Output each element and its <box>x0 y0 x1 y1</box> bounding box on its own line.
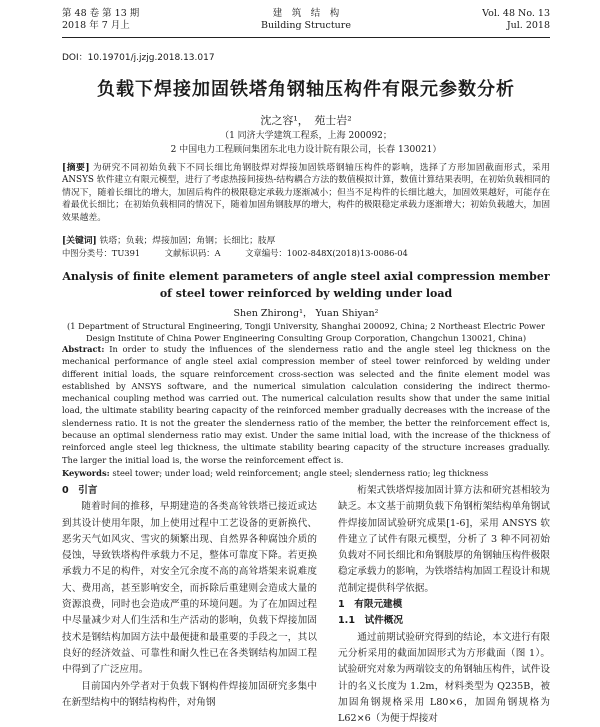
keywords-cn-label: [关键词] <box>62 236 97 246</box>
authors-en: Shen Zhirong¹， Yuan Shiyan² <box>233 308 379 319</box>
section-0-heading: 0 引言 <box>62 485 98 496</box>
body-paragraph: 通过前期试验研究得到的结论，本文进行有限元分析采用的截面加固形式为方形截面（图 1）。试验研究对象为两端铰支的角钢轴压构件，试件设计的名义长度为 1.2m，材料类型为 Q235B，被加固角钢规格采用 L80×6，加固角钢规格为 L62×6（为便于焊接对 <box>338 631 550 725</box>
header-right <box>482 8 550 32</box>
keywords-cn-text: 铁塔；负载；焊接加固；角钢；长细比；肢厚 <box>99 236 276 246</box>
abstract-cn-label: [摘要] <box>62 163 90 173</box>
document-code: 文献标识码：A <box>164 248 221 258</box>
article-number: 文章编号：1002-848X(2018)13-0086-04 <box>245 248 408 258</box>
vol-en: Vol. 48 No. 13 <box>482 8 550 19</box>
affiliation-en: (1 Department of Structural Engineering, Tongji University, Shanghai 200092, China; 2 Northeast Electric Power Design Institute of China Power Engineering Consulting Group Corporation, Changchun 130021, China) <box>67 321 545 343</box>
header-rule <box>62 37 550 38</box>
section-1-heading: 1 有限元建模 <box>338 599 403 611</box>
body-paragraph: 随着时间的推移，早期建造的各类高耸铁塔已接近或达到其设计使用年限，加上使用过程中工艺设备的更新换代、恶劣天气如风灾、雪灾的频繁出现、自然界各种腐蚀介质的侵蚀，导致铁塔构件承载力不足，整体可靠度下降。若更换承载力不足的构件，对安全冗余度不高的高耸塔架来说难度大、费用高，甚至影响安全，而拆除后重建则会造成大量的资源浪费，同时也会造成严重的环境问题。为了在加固过程中尽量减少对人们生活和生产活动的影响，负载下焊接加固技术是钢结构加固方法中最便捷和最重要的手段之一，其以良好的经济效益、可靠性和耐久性已在各类钢结构加固工程中得到了广泛应用。 <box>62 501 317 676</box>
keywords-en-label: Keywords: <box>62 468 110 478</box>
body-column-right <box>338 483 550 727</box>
keywords-cn <box>62 233 550 246</box>
abstract-en <box>62 343 550 466</box>
body-paragraph: 目前国内外学者对于负载下钢构件焊接加固研究多集中在新型结构中的钢结构构件，对角钢 <box>62 680 317 708</box>
doi: DOI：10.19701/j.jzjg.2018.13.017 <box>62 53 215 63</box>
header-center <box>62 8 550 32</box>
keywords-en <box>62 468 550 478</box>
date-en: Jul. 2018 <box>506 20 550 31</box>
authors-cn: 沈之容¹， 苑士岩² <box>260 114 352 127</box>
title-cn: 负载下焊接加固铁塔角钢轴压构件有限元参数分析 <box>97 79 515 100</box>
abstract-cn <box>62 162 550 224</box>
body-column-left <box>62 483 317 711</box>
clc-number: 中图分类号：TU391 <box>62 248 141 258</box>
body-paragraph: 桁架式铁塔焊接加固计算方法和研究甚相较为缺乏。本文基于前期负载下角钢桁架结构单角钢试件焊接加固试验研究成果[1-6]，采用 ANSYS 软件建立了试件有限元模型，分析了 3 种不同初始负载对不同长细比和角钢肢厚的角钢轴压构件极限稳定承载力的影响，为铁塔结构加固工程设计和规范制定提供科学依据。 <box>338 485 550 594</box>
title-en: Analysis of finite element parameters of angle steel axial compression member of steel tower reinforced by welding under load <box>62 270 550 300</box>
date-cn: 2018 年 7 月上 <box>62 20 130 31</box>
journal-en: Building Structure <box>261 20 351 31</box>
abstract-cn-text: 为研究不同初始负载下不同长细比角钢肢焊对焊接加固铁塔钢轴压构件的影响，选择了方形加固截面形式，采用 ANSYS 软件建立有限元模型，进行了考虑热接间接热-结构耦合方法的数值模拟计算，数值计算结果表明，在初始负载相同的情况下，随着长细比的增大，加固后构件的极限稳定承载力逐渐减小；但当不足构件的长细比越大，加固效果越好，可能存在着最优长细比；在初始负载相同的情况下，随着加固角钢肢厚的增大，构件的极限稳定承载力逐渐增大；初始负载越大，加固效果越差。 <box>62 163 550 223</box>
abstract-en-label: Abstract: <box>62 344 105 354</box>
abstract-en-text: In order to study the influences of the slenderness ratio and the angle steel leg thickness on the mechanical performance of angle steel axial compression member of steel tower reinforced by welding under different initial loads, the square reinforcement cross-section was selected and the finite element model was established by ANSYS software, and the numerical simulation calculation considering the indirect thermo-mechanical coupling method was carried out. The numerical calculation results show that under the same initial load, the ultimate stability bearing capacity of the reinforced member gradually decreases with the increase of the slenderness ratio. It is not the greater the slenderness ratio of the member, the better the reinforcement effect is, because an optimal slenderness ratio may exist. Under the same initial load, with the increase of the thickness of reinforced angle steel leg thickness, the ultimate stability bearing capacity of the structure increases gradually. The larger the initial load is, the worse the reinforcement effect is. <box>62 344 550 465</box>
keywords-en-text: steel tower; under load; weld reinforcement; angle steel; slenderness ratio; leg thickness <box>112 468 489 478</box>
affiliation-cn-1: （1 同济大学建筑工程系，上海 200092； <box>220 131 392 141</box>
journal-cn: 建 筑 结 构 <box>272 8 340 19</box>
section-1-1-heading: 1.1 试件概况 <box>338 615 403 627</box>
running-header <box>62 8 550 36</box>
affiliation-cn-2: 2 中国电力工程顾问集团东北电力设计院有限公司，长春 130021） <box>170 145 442 155</box>
issue-cn: 第 48 卷 第 13 期 <box>62 8 140 19</box>
classification-line <box>62 247 550 259</box>
